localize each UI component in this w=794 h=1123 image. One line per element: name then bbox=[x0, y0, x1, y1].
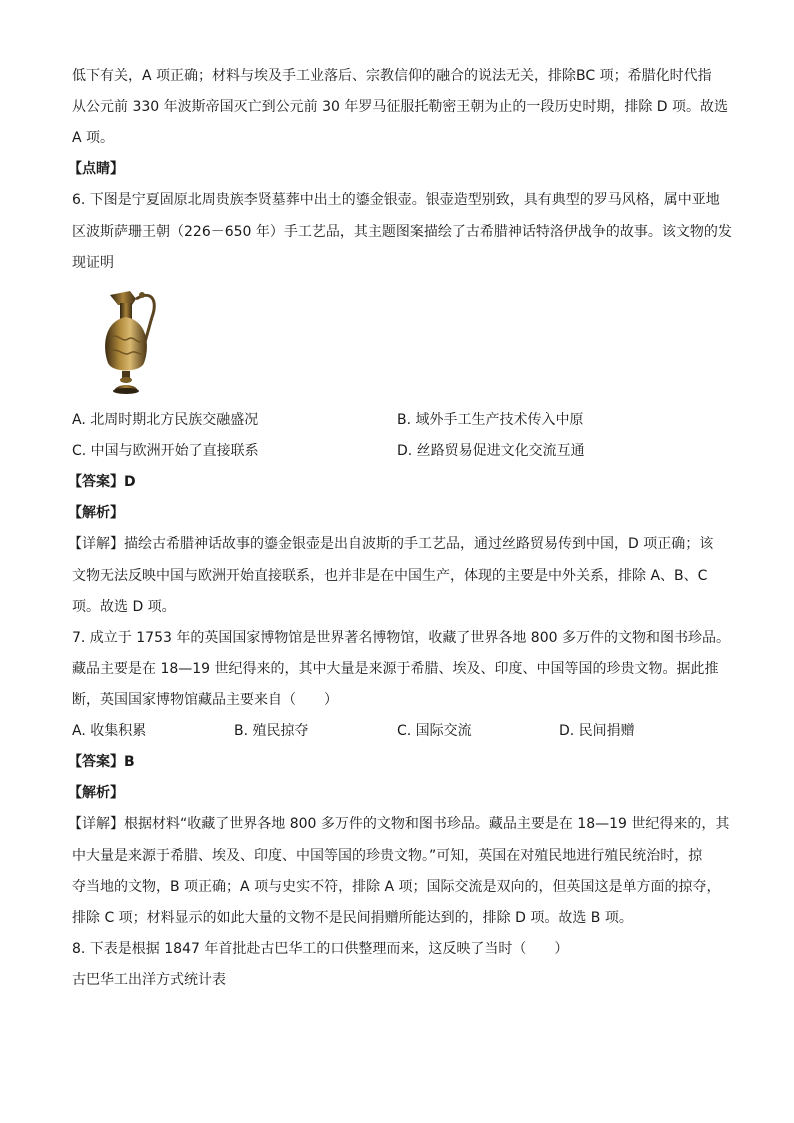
q7-detail-line-1: 【详解】根据材料“收藏了世界各地 800 多万件的文物和图书珍品。藏品主要是在 18—19 世纪得来的，其 bbox=[68, 816, 730, 832]
q5-explanation-line-1: 低下有关，A 项正确；材料与埃及手工业落后、宗教信仰的融合的说法无关，排除BC 项；希腊化时代指 bbox=[72, 68, 712, 84]
q7-detail-line-4: 排除 C 项；材料显示的如此大量的文物不是民间捐赠所能达到的，排除 D 项。故选 B 项。 bbox=[72, 910, 633, 926]
q8-table-title: 古巴华工出洋方式统计表 bbox=[72, 972, 226, 988]
q6-detail-line-3: 项。故选 D 项。 bbox=[72, 599, 176, 615]
q7-detail-line-3: 夺当地的文物，B 项正确；A 项与史实不符，排除 A 项；国际交流是双向的，但英国这是单方面的掠夺， bbox=[72, 879, 721, 895]
q5-dianjing-label: 【点睛】 bbox=[68, 161, 124, 177]
q7-stem-line-2: 藏品主要是在 18—19 世纪得来的，其中大量是来源于希腊、埃及、印度、中国等国的珍贵文物。据此推 bbox=[72, 661, 719, 677]
q6-option-a: A. 北周时期北方民族交融盛况 bbox=[72, 412, 259, 428]
q7-option-b: B. 殖民掠夺 bbox=[234, 723, 309, 739]
q6-detail-line-1: 【详解】描绘古希腊神话故事的鎏金银壶是出自波斯的手工艺品，通过丝路贸易传到中国，D 项正确；该 bbox=[68, 536, 714, 552]
q6-stem-line-3: 现证明 bbox=[72, 255, 114, 271]
q7-answer: 【答案】B bbox=[68, 754, 135, 770]
q6-detail-line-2: 文物无法反映中国与欧洲开始直接联系，也并非是在中国生产，体现的主要是中外关系，排除 A、B、C bbox=[72, 568, 708, 584]
q6-option-d: D. 丝路贸易促进文化交流互通 bbox=[397, 443, 585, 459]
q7-stem-line-3: 断，英国国家博物馆藏品主要来自（ ） bbox=[72, 692, 338, 708]
q7-stem-line-1: 7. 成立于 1753 年的英国国家博物馆是世界著名博物馆，收藏了世界各地 800 多万件的文物和图书珍品。 bbox=[72, 630, 730, 646]
q6-stem-line-2: 区波斯萨珊王朝（226－650 年）手工艺品，其主题图案描绘了古希腊神话特洛伊战争的故事。该文物的发 bbox=[72, 224, 732, 240]
q7-option-c: C. 国际交流 bbox=[397, 723, 472, 739]
q6-answer: 【答案】D bbox=[68, 474, 136, 490]
q6-option-c: C. 中国与欧洲开始了直接联系 bbox=[72, 443, 259, 459]
q7-detail-line-2: 中大量是来源于希腊、埃及、印度、中国等国的珍贵文物。”可知，英国在对殖民地进行殖民统治时，掠 bbox=[72, 848, 703, 864]
q7-option-a: A. 收集积累 bbox=[72, 723, 147, 739]
q6-option-b: B. 域外手工生产技术传入中原 bbox=[397, 412, 584, 428]
q7-option-d: D. 民间捐赠 bbox=[559, 723, 635, 739]
gilded-silver-ewer-image bbox=[96, 287, 160, 397]
q6-jiexi-label: 【解析】 bbox=[68, 505, 124, 521]
q5-explanation-line-2: 从公元前 330 年波斯帝国灭亡到公元前 30 年罗马征服托勒密王朝为止的一段历史时期，排除 D 项。故选 bbox=[72, 99, 729, 115]
q6-stem-line-1: 6. 下图是宁夏固原北周贵族李贤墓葬中出土的鎏金银壶。银壶造型别致，具有典型的罗马风格，属中亚地 bbox=[72, 192, 720, 208]
q7-jiexi-label: 【解析】 bbox=[68, 785, 124, 801]
q5-explanation-line-3: A 项。 bbox=[72, 130, 115, 146]
q8-stem: 8. 下表是根据 1847 年首批赴古巴华工的口供整理而来，这反映了当时（ ） bbox=[72, 941, 569, 957]
